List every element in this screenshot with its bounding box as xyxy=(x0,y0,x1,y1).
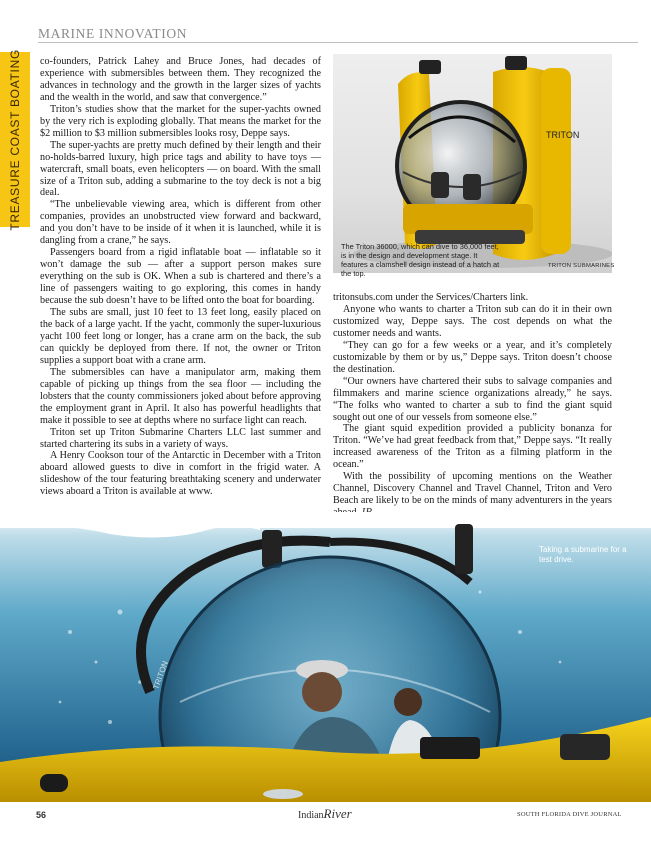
paragraph: co-founders, Patrick Lahey and Bruce Jones, had decades of experience with submersibles between them. They recognized the advances in technology and the growth in the larger sizes of yachts and the wealth in the world, and saw that convergence.” xyxy=(40,56,321,103)
hull-label: TRITON xyxy=(546,130,580,140)
page-footer xyxy=(0,802,651,845)
paragraph: A Henry Cookson tour of the Antarctic in December with a Triton aboard allowed guests to dive in comfort in the frigid water. A slideshow of the tour featuring breathtaking scenery and underwater views aboard a Triton is available at www. xyxy=(40,450,321,498)
hull-label: TRITON xyxy=(151,659,171,691)
paragraph: “The unbelievable viewing area, which is different from other companies, provides an unobstructed view forward and backward, and you don’t have to be inside of it when it is launched, while it is dangling from a crane,” he says. xyxy=(40,199,321,247)
page-header xyxy=(38,26,638,42)
paragraph: The giant squid expedition provided a publicity bonanza for Triton. “We’ve had great feedback from that,” Deppe says. “It really increased awareness of the Triton as a filming platform in the ocean.” xyxy=(333,423,612,471)
side-tab-label: TREASURE COAST BOATING xyxy=(8,48,22,231)
paragraph: The submersibles can have a manipulator arm, making them capable of picking up things from the sea floor — including the lobsters that the county commissioners joked about before approving the employment grant in April. It also has powerful headlights that make it possible to see at depths where no surface light can reach. xyxy=(40,366,321,426)
paragraph: Triton set up Triton Submarine Charters LLC last summer and started chartering its subs in a variety of ways. xyxy=(40,426,321,450)
paragraph: “Our owners have chartered their subs to salvage companies and filmmakers and marine science organizations already,” he says. “The folks who wanted to charter a sub to find the giant squid sought out one of our vessels from someone else.” xyxy=(333,375,612,423)
section-side-tab xyxy=(0,48,30,231)
article-left-column xyxy=(40,56,321,498)
magazine-logo xyxy=(298,806,352,822)
photo-caption: The Triton 36000, which can dive to 36,000 feet, is in the design and development stage. It features a clamshell design instead of a hatch at the top. xyxy=(341,242,500,278)
article-right-column xyxy=(333,292,612,519)
section-title: MARINE INNOVATION xyxy=(38,26,188,41)
triton-36000-photo xyxy=(333,54,612,273)
submarine-illustration xyxy=(333,54,612,273)
paragraph: The subs are small, just 10 feet to 13 feet long, easily placed on the back of a large yacht. If the yacht, commonly the super-luxurious yacht 100 feet long or longer, has a crane arm on the back, the sub can quickly be deployed from there. If not, the owner or Triton supplies a support boat with a crane arm. xyxy=(40,307,321,366)
logo-word: River xyxy=(323,806,352,821)
photo-credit: TRITON SUBMARINES xyxy=(548,263,615,269)
paragraph: tritonsubs.com under the Services/Charters link. xyxy=(333,292,529,303)
paragraph: Anyone who wants to charter a Triton sub can do it in their own customized way, Deppe says. The cost depends on what the customer needs and wants. xyxy=(333,303,612,339)
paragraph-text: With the possibility of upcoming mentions on the Weather Channel, Discovery Channel and Travel Channel, Triton and Vero Beach are likely to be on the minds of many adventurers in the years xyxy=(333,471,612,507)
paragraph: “They can go for a few weeks or a year, and it’s completely customizable by them or by us,” Deppe says. Triton doesn’t choose the destination. xyxy=(333,339,612,375)
photo-caption: Taking a submarine for a test drive. xyxy=(539,545,627,564)
page-number: 56 xyxy=(36,810,47,820)
logo-word: Indian xyxy=(298,810,324,821)
header-rule xyxy=(38,42,638,43)
paragraph: Passengers board from a rigid inflatable boat — inflatable so it won’t damage the sub — after a support person makes sure everything on the sub is OK. When a sub is chartered and there’s a line of passengers waiting to go exploring, this comes in handy because the sub doesn’t have to be lifted onto the boat for boarding. xyxy=(40,247,321,307)
paragraph: Triton’s studies show that the market for the super-yachts owned by the very rich is exploding globally. That means the market for the $2 million to $3 million submersibles looks rosy, Deppe says. xyxy=(40,103,321,139)
journal-name: SOUTH FLORIDA DIVE JOURNAL xyxy=(517,811,622,818)
paragraph: The super-yachts are pretty much defined by their length and their no-holds-barred luxury, high price tags and ability to have toys — watercraft, small boats, even helicopters — on board. With the small size of a Triton sub, adding a submarine to the toy deck is not a big deal. xyxy=(40,139,321,199)
